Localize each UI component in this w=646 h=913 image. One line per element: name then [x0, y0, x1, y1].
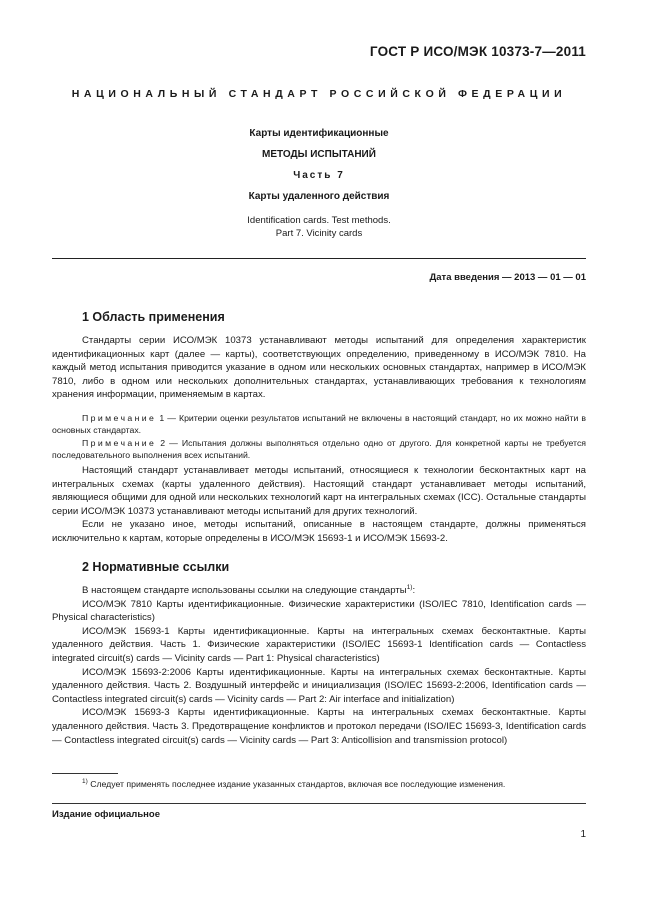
section-2-heading: 2 Нормативные ссылки	[82, 560, 230, 574]
note-2-label: Примечание	[82, 437, 157, 448]
title-ru-line4: Карты удаленного действия	[248, 191, 390, 202]
footnote-text: Следует применять последнее издание указанных стандартов, включая все последующие изменения.	[87, 779, 506, 789]
footnote-divider	[52, 773, 118, 774]
section-1-body-continued	[52, 464, 586, 546]
footnote	[52, 778, 586, 790]
reference-item: ИСО/МЭК 15693-3 Карты идентификационные. Карты на интегральных схемах бесконтактные. Карты удаленного действия. Часть 3. Предотвращение конфликтов и протокол передачи (ISO/IEC 15693-3, Identification cards — Contactless integrated circuit(s) cards — Vicinity cards — Part 3: Anticollision and transmission protocol)	[52, 707, 586, 746]
standard-banner: НАЦИОНАЛЬНЫЙ СТАНДАРТ РОССИЙСКОЙ ФЕДЕРАЦИИ	[71, 88, 567, 100]
section-1-paragraph-1: Стандарты серии ИСО/МЭК 10373 устанавливают методы испытаний для определения характеристик идентификационных карт (далее — карты), соответствующих определению, приведенному в ИСО/МЭК 7810. На каждый метод испытания приводится указание в одном или нескольких основных стандартах, например в ИСО/МЭК 7810, либо в одном или нескольких дополнительных стандартах, устанавливающих требования к технологиям хранения информации, применяемым в картах.	[52, 335, 586, 401]
section-1-paragraph-3: Если не указано иное, методы испытаний, описанные в настоящем стандарте, должны применяться исключительно к картам, которые определены в ИСО/МЭК 15693-1 и ИСО/МЭК 15693-2.	[52, 519, 586, 544]
section-2-intro-text: В настоящем стандарте использованы ссылки на следующие стандарты	[82, 585, 407, 596]
section-2-intro-end: :	[412, 585, 416, 596]
note-1	[52, 412, 586, 437]
title-en-line2: Part 7. Vicinity cards	[275, 228, 363, 239]
note-1-label: Примечание	[82, 413, 157, 423]
section-2-intro	[52, 584, 586, 598]
reference-item: ИСО/МЭК 15693-1 Карты идентификационные. Карты на интегральных схемах бесконтактные. Карты удаленного действия. Часть 1. Физические характеристики (ISO/IEC 15693-1 Identification cards — Contactless integrated circuit(s) cards — Vicinity cards — Part 1: Physical characteristics)	[52, 625, 586, 664]
note-1-text: 1 — Критерии оценки результатов испытаний не включены в настоящий стандарт, но их можно найти в основных стандартах.	[52, 413, 586, 436]
introduction-date: Дата введения — 2013 — 01 — 01	[429, 272, 586, 283]
section-1-notes	[52, 412, 586, 462]
section-2-body	[52, 584, 586, 747]
note-2	[52, 437, 586, 462]
note-2-text: 2 — Испытания должны выполняться отдельно одно от другого. Для конкретной карты не требуется последовательного выполнения всех испытаний.	[52, 437, 586, 461]
section-1-paragraph-2: Настоящий стандарт устанавливает методы испытаний, относящиеся к технологии бесконтактных карт на интегральных схемах (карты удаленного действия). Настоящий стандарт устанавливает методы испытаний, являющиеся общими для одной или нескольких технологий карт на интегральных схемах (ICC). Остальные стандарты серии ИСО/МЭК 10373 устанавливают методы испытаний для других технологий.	[52, 465, 586, 517]
footnote-reference: 1)	[406, 583, 413, 591]
footer-divider	[52, 803, 586, 804]
title-ru-line2: МЕТОДЫ ИСПЫТАНИЙ	[262, 149, 376, 160]
official-edition-label: Издание официальное	[52, 809, 160, 820]
reference-item: ИСО/МЭК 7810 Карты идентификационные. Физические характеристики (ISO/IEC 7810, Identification cards — Physical characteristics)	[52, 598, 586, 624]
title-block	[52, 128, 586, 240]
reference-item: ИСО/МЭК 15693-2:2006 Карты идентификационные. Карты на интегральных схемах бесконтактные. Карты удаленного действия. Часть 2. Воздушный интерфейс и инициализация (ISO/IEC 15693-2:2006, Identification cards — Contactless integrated circuit(s) cards — Vicinity cards — Part 2: Air interface and initialization)	[52, 666, 586, 705]
section-1-heading: 1 Область применения	[82, 310, 225, 324]
section-1-body	[52, 334, 586, 402]
title-ru-part: Часть 7	[293, 170, 345, 181]
document-code: ГОСТ Р ИСО/МЭК 10373-7—2011	[369, 44, 586, 59]
page-number: 1	[580, 829, 586, 840]
title-en-line1: Identification cards. Test methods.	[247, 215, 391, 226]
header-divider	[52, 258, 586, 259]
title-ru-line1: Карты идентификационные	[249, 128, 389, 139]
footnote-mark: 1)	[82, 778, 88, 786]
